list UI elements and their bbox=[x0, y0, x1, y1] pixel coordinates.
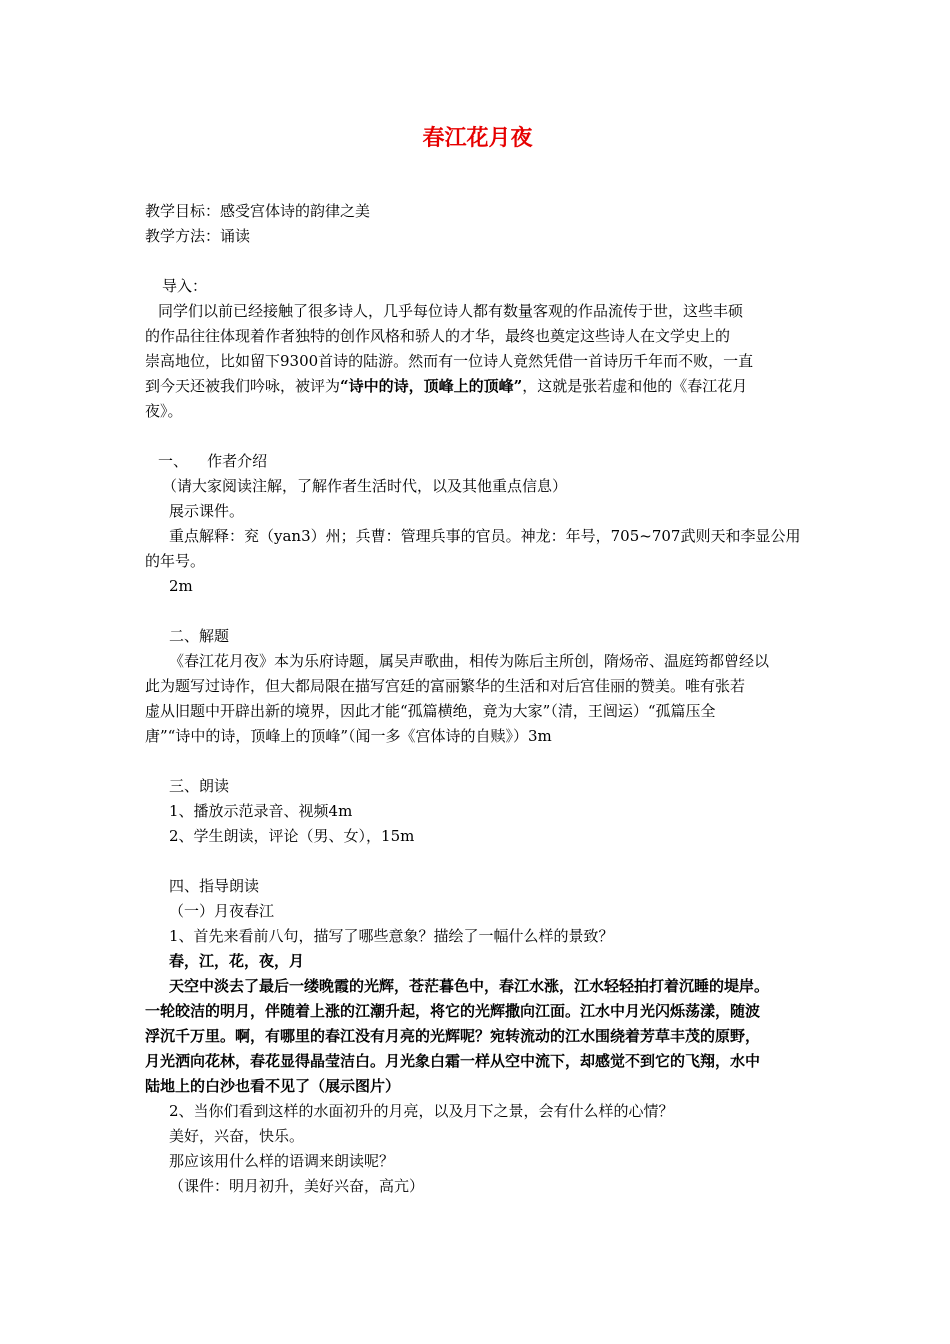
intro-line-4-post: ，这就是张若虚和他的《春江花月 bbox=[522, 377, 748, 395]
teaching-goal: 教学目标：感受宫体诗的韵律之美 bbox=[145, 202, 371, 220]
section2-line-1: 《春江花月夜》本为乐府诗题，属吴声歌曲，相传为陈后主所创，隋炀帝、温庭筠都曾经以 bbox=[169, 652, 770, 670]
section2-line-3: 虚从旧题中开辟出新的境界，因此才能“孤篇横绝，竟为大家”（清，王闿运）“孤篇压全 bbox=[145, 702, 716, 720]
section4-desc-line-2: 一轮皎洁的明月，伴随着上涨的江潮升起，将它的光辉撒向江面。江水中月光闪烁荡漾，随波 bbox=[145, 1002, 761, 1020]
section1-key-line-2: 的年号。 bbox=[145, 552, 206, 570]
section4-desc-line-4: 月光洒向花林，春花显得晶莹洁白。月光象白霜一样从空中流下，却感觉不到它的飞翔，水中 bbox=[145, 1052, 761, 1070]
section4-sub1: （一）月夜春江 bbox=[169, 902, 275, 920]
section4-question-3: 那应该用什么样的语调来朗读呢？ bbox=[169, 1152, 395, 1170]
section4-images: 春，江，花，夜，月 bbox=[169, 952, 305, 970]
section3-item-2: 2、学生朗读，评论（男、女），15m bbox=[169, 827, 415, 845]
section3-item-1: 1、播放示范录音、视频4m bbox=[169, 802, 353, 820]
intro-line-5: 夜》。 bbox=[145, 402, 183, 420]
intro-line-2: 的作品往往体现着作者独特的创作风格和骄人的才华，最终也奠定这些诗人在文学史上的 bbox=[145, 327, 731, 345]
section4-desc-line-3: 浮沉千万里。啊，有哪里的春江没有月亮的光辉呢？宛转流动的江水围绕着芳草丰茂的原野， bbox=[145, 1027, 761, 1045]
section4-desc-line-1: 天空中淡去了最后一缕晚霞的光辉，苍茫暮色中，春江水涨，江水轻轻拍打着沉睡的堤岸。 bbox=[169, 977, 770, 995]
section4-desc-line-5: 陆地上的白沙也看不见了（展示图片） bbox=[145, 1077, 401, 1095]
section4-answer-2: 美好，兴奋，快乐。 bbox=[169, 1127, 305, 1145]
section4-courseware: （课件：明月初升，美好兴奋，高亢） bbox=[169, 1177, 425, 1195]
intro-heading: 导入： bbox=[162, 277, 208, 295]
section2-line-4: 唐”“诗中的诗，顶峰上的顶峰”（闻一多《宫体诗的自赎》）3m bbox=[145, 727, 552, 745]
section1-show: 展示课件。 bbox=[169, 502, 245, 520]
section1-note: （请大家阅读注解，了解作者生活时代，以及其他重点信息） bbox=[162, 477, 568, 495]
intro-line-1: 同学们以前已经接触了很多诗人，几乎每位诗人都有数量客观的作品流传于世，这些丰硕 bbox=[158, 302, 744, 320]
section4-question-1: 1、首先来看前八句，描写了哪些意象？描绘了一幅什么样的景致？ bbox=[169, 927, 614, 945]
section1-heading: 一、 作者介绍 bbox=[158, 452, 268, 470]
document-title: 春江花月夜 bbox=[422, 125, 533, 151]
intro-line-3: 崇高地位，比如留下9300首诗的陆游。然而有一位诗人竟然凭借一首诗历千年而不败，一直 bbox=[145, 352, 754, 370]
intro-line-4 bbox=[145, 374, 747, 399]
section1-key-line-1: 重点解释：兖（yan3）州；兵曹：管理兵事的官员。神龙：年号，705~707武则天和李显公用 bbox=[169, 527, 801, 545]
section3-heading: 三、朗读 bbox=[169, 777, 230, 795]
section1-time: 2m bbox=[169, 577, 193, 595]
intro-line-4-quote: “诗中的诗，顶峰上的顶峰” bbox=[340, 377, 523, 395]
section4-heading: 四、指导朗读 bbox=[169, 877, 260, 895]
section2-line-2: 此为题写过诗作，但大都局限在描写宫廷的富丽繁华的生活和对后宫佳丽的赞美。唯有张若 bbox=[145, 677, 746, 695]
intro-line-4-pre: 到今天还被我们吟咏，被评为 bbox=[145, 377, 341, 395]
section2-heading: 二、解题 bbox=[169, 627, 230, 645]
teaching-method: 教学方法：诵读 bbox=[145, 227, 251, 245]
section4-question-2: 2、当你们看到这样的水面初升的月亮，以及月下之景，会有什么样的心情？ bbox=[169, 1102, 674, 1120]
